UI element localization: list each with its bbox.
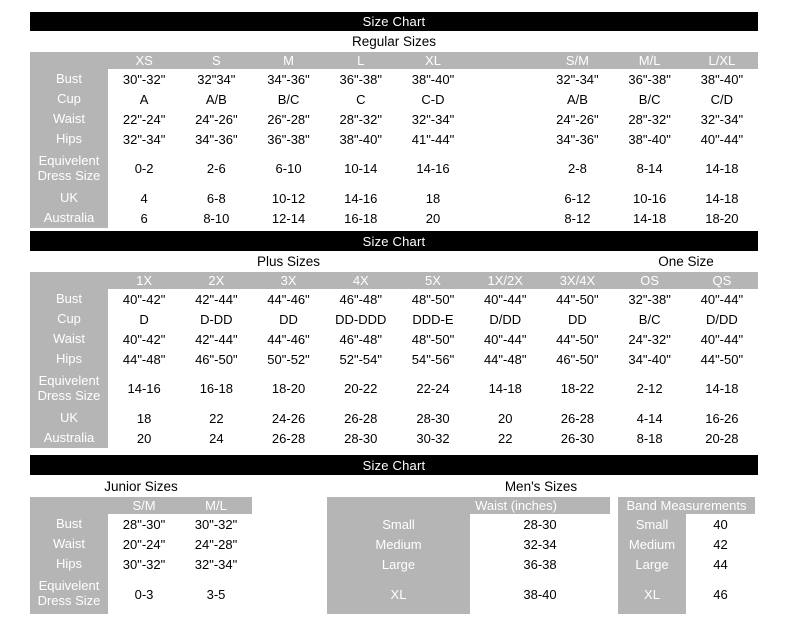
column-header-row [30,497,252,514]
column-header: S/M [565,53,589,68]
band-value: 42 [686,534,755,554]
data-cell: 20-28 [705,430,739,446]
bottom-titles-row [30,475,758,497]
data-cell: 24 [209,430,224,446]
column-header: 3X/4X [559,273,596,288]
data-cell: 34"-36" [267,71,310,87]
column-header: OS [640,273,660,288]
size-chart-bar-3 [30,455,758,475]
data-cell: 10-16 [633,190,667,206]
mens-table-row [327,514,755,534]
row-values [108,149,758,188]
row-values [108,109,758,129]
data-cell: 14-18 [705,190,739,206]
data-cell: 36"-38" [628,71,671,87]
data-cell: 48"-50" [411,291,455,307]
data-cell: 24"-28" [194,536,238,552]
data-cell: 14-18 [705,381,739,396]
row-label: Hips [30,349,108,369]
data-cell: 14-18 [633,210,667,226]
data-cell: DD [279,311,298,327]
row-values [108,129,758,149]
data-cell: 20 [425,210,441,226]
data-cell: 3-5 [206,586,226,602]
table-row [30,349,758,369]
junior-sizes-table [30,497,252,614]
data-cell: 38"-40" [628,131,671,147]
row-label: Waist [30,329,108,349]
data-cell: 38"-40" [700,71,744,87]
data-cell: C-D [421,91,445,107]
column-header: M [283,53,294,68]
mens-table-row [327,534,755,554]
data-cell: 4-14 [636,410,663,426]
data-cell: 30"-32" [194,516,238,532]
data-cell: 6-12 [564,190,591,206]
row-values [108,89,758,109]
band-size-label: Large [618,554,686,574]
data-cell: 32"-34" [700,111,744,127]
mens-sizes-title: Men's Sizes [504,478,578,494]
table-row [30,69,758,89]
band-value: 44 [686,554,755,574]
table-row [30,408,758,428]
band-measurements-header: Band Measurements [618,497,755,514]
data-cell: 38"-40" [339,131,382,147]
data-cell: 6 [140,210,148,226]
data-cell: B/C [638,91,661,107]
data-cell: 32"-38" [628,291,671,307]
data-cell: 26-28 [560,410,595,426]
data-cell: 6-10 [275,161,302,176]
plus-sizes-title-row [30,251,758,272]
column-header: S/M [132,498,156,513]
data-cell: 10-12 [271,190,306,206]
table-row [30,289,758,309]
row-values [108,554,252,574]
data-cell: 18-22 [560,381,595,396]
data-cell: 32"34" [197,71,236,87]
row-values [108,514,252,534]
data-cell: 8-10 [203,210,230,226]
data-cell: 32"-34" [411,111,455,127]
data-cell: 44"-50" [700,351,744,367]
row-values [108,208,758,228]
band-value: 40 [686,514,755,534]
table-row [30,369,758,408]
size-chart-bar-1 [30,12,758,31]
data-cell: 28-30 [344,430,378,446]
data-cell: C [356,91,366,107]
table-row [30,309,758,329]
band-size-label: Small [618,514,686,534]
data-cell: D/DD [705,311,738,327]
data-cell: 2-12 [636,381,663,396]
data-cell: 44"-46" [267,291,310,307]
data-cell: 14-16 [344,190,378,206]
data-cell: D/DD [489,311,522,327]
table-gap [610,554,618,574]
data-cell: 14-18 [705,161,739,176]
mens-waist-value: 32-34 [470,534,610,554]
row-label: Hips [30,129,108,149]
size-chart-bar-2-title: Size Chart [362,233,426,249]
data-cell: 16-18 [344,210,378,226]
data-cell: A/B [566,91,588,107]
column-header: XS [135,53,153,68]
column-header-row [30,52,758,69]
data-cell: D-DD [200,311,233,327]
table-row [30,149,758,188]
row-values [108,309,758,329]
data-cell: 28"-32" [339,111,382,127]
data-cell: 34"-36" [556,131,599,147]
data-cell: A/B [205,91,227,107]
data-cell: 36"-38" [267,131,310,147]
data-cell: 40"-42" [122,331,166,347]
column-header: XL [425,53,441,68]
data-cell: 0-2 [134,161,154,176]
table-row [30,329,758,349]
mens-header-row [327,497,755,514]
data-cell: 32"-34" [556,71,599,87]
table-row [30,428,758,448]
data-cell: 34"-36" [195,131,238,147]
data-cell: 4 [140,190,148,206]
data-cell: D [139,311,149,327]
data-cell: 34"-40" [628,351,671,367]
table-row [30,208,758,228]
data-cell: 18-20 [271,381,306,396]
data-cell: 14-18 [488,381,522,396]
row-label: Equivelent Dress Size [30,574,108,614]
mens-waist-value: 38-40 [470,574,610,614]
data-cell: 38"-40" [411,71,455,87]
data-cell: DDD-E [412,311,454,327]
data-cell: 40"-44" [483,291,527,307]
data-cell: 46"-50" [195,351,238,367]
data-cell: 18-20 [705,210,739,226]
data-cell: 14-16 [416,161,450,176]
row-label: Equivelent Dress Size [30,369,108,408]
data-cell: 24"-26" [195,111,238,127]
data-cell: 22"-24" [122,111,166,127]
data-cell: 20"-24" [122,536,166,552]
table-row [30,129,758,149]
data-cell: 44"-46" [267,331,310,347]
one-size-title: One Size [658,254,714,269]
data-cell: 28"-30" [122,516,166,532]
row-values [108,408,758,428]
data-cell: 46"-48" [339,331,382,347]
regular-sizes-title: Regular Sizes [351,34,437,49]
data-cell: 42"-44" [195,291,238,307]
row-label: Bust [30,514,108,534]
row-label: Bust [30,69,108,89]
data-cell: 24"-32" [628,331,671,347]
data-cell: 50"-52" [267,351,310,367]
plus-sizes-table [30,272,758,448]
regular-sizes-title-row [30,31,758,52]
table-row [30,188,758,208]
table-row [30,514,252,534]
data-cell: 22 [209,410,224,426]
row-label: Australia [30,428,108,448]
data-cell: 18 [136,410,152,426]
table-gap [610,534,618,554]
waist-inches-header: Waist (inches) [327,497,610,514]
data-cell: 36"-38" [339,71,382,87]
mens-size-label: Medium [327,534,470,554]
data-cell: 10-14 [344,161,378,176]
data-cell: 28"-32" [628,111,671,127]
data-cell: 2-6 [206,161,226,176]
data-cell: 40"-42" [122,291,166,307]
row-label: UK [30,408,108,428]
data-cell: 20 [136,430,152,446]
row-label: Hips [30,554,108,574]
column-header: 2X [208,273,225,288]
data-cell: 52"-54" [339,351,382,367]
mens-table-row [327,554,755,574]
row-values [108,369,758,408]
column-header: 5X [425,273,441,288]
data-cell: 6-8 [206,190,226,206]
data-cell: 40"-44" [700,331,744,347]
data-cell: 44"-48" [122,351,166,367]
data-cell: 22 [497,430,513,446]
size-chart-bar-1-title: Size Chart [362,14,426,29]
row-values [108,289,758,309]
band-value: 46 [686,574,755,614]
mens-sizes-table [327,497,755,614]
bottom-tables-row [30,497,758,614]
size-chart-bar-2 [30,231,758,251]
data-cell: 24-26 [271,410,306,426]
table-row [30,109,758,129]
data-cell: B/C [638,311,661,327]
data-cell: 32"-34" [122,131,166,147]
row-values [108,574,252,614]
table-row [30,574,252,614]
row-label: Bust [30,289,108,309]
data-cell: 8-12 [564,210,591,226]
column-header: 4X [352,273,369,288]
row-label: Cup [30,89,108,109]
column-header: L/XL [708,53,736,68]
data-cell: 24"-26" [556,111,599,127]
data-cell: 46"-48" [339,291,382,307]
data-cell: 26-28 [271,430,306,446]
mens-waist-value: 36-38 [470,554,610,574]
mens-size-label: Large [327,554,470,574]
column-header: L [357,53,365,68]
data-cell: 44"-48" [483,351,527,367]
mens-size-label: Small [327,514,470,534]
mens-waist-value: 28-30 [470,514,610,534]
table-gap [610,574,618,614]
data-cell: C/D [710,91,734,107]
mens-size-label: XL [327,574,470,614]
band-size-label: Medium [618,534,686,554]
data-cell: 22-24 [416,381,450,396]
data-cell: 8-18 [636,430,663,446]
table-gap [610,514,618,534]
column-header: QS [712,273,732,288]
data-cell: 30"-32" [122,556,166,572]
data-cell: DD [568,311,587,327]
data-cell: 2-8 [568,161,587,176]
table-row [30,554,252,574]
data-cell: 32"-34" [194,556,238,572]
column-header: S [211,53,221,68]
data-cell: 20-22 [344,381,378,396]
data-cell: 16-18 [199,381,233,396]
data-cell: 44"-50" [556,291,599,307]
band-size-label: XL [618,574,686,614]
data-cell: 40"-44" [483,331,527,347]
data-cell: 30-32 [416,430,450,446]
data-cell: 30"-32" [122,71,166,87]
regular-sizes-table [30,52,758,228]
data-cell: 26"-28" [267,111,310,127]
data-cell: 18 [425,190,441,206]
row-values [108,188,758,208]
table-gap [610,497,618,514]
column-header: 1X [136,273,153,288]
mens-table-row [327,574,755,614]
data-cell: 41"-44" [411,131,455,147]
column-header: 3X [280,273,297,288]
data-cell: DD-DDD [335,311,387,327]
data-cell: 28-30 [416,410,450,426]
row-values [108,329,758,349]
data-cell: 42"-44" [195,331,238,347]
data-cell: 40"-44" [700,291,744,307]
data-cell: 20 [497,410,513,426]
plus-sizes-title: Plus Sizes [256,254,321,269]
row-values [108,349,758,369]
data-cell: A [139,91,149,107]
column-header: 1X/2X [487,273,523,288]
column-header: M/L [638,53,661,68]
row-label: Australia [30,208,108,228]
data-cell: 0-3 [134,586,154,602]
table-row [30,534,252,554]
row-values [108,69,758,89]
column-header-row [30,272,758,289]
data-cell: 44"-50" [556,331,599,347]
size-chart-bar-3-title: Size Chart [362,457,426,473]
data-cell: 40"-44" [700,131,744,147]
data-cell: 26-28 [344,410,378,426]
data-cell: 16-26 [705,410,739,426]
junior-sizes-title: Junior Sizes [104,478,178,494]
row-label: Equivelent Dress Size [30,149,108,188]
row-values [108,534,252,554]
data-cell: 8-14 [636,161,663,176]
row-label: Waist [30,534,108,554]
data-cell: B/C [277,91,300,107]
data-cell: 12-14 [271,210,306,226]
row-values [108,428,758,448]
data-cell: 14-16 [127,381,161,396]
data-cell: 48"-50" [411,331,455,347]
data-cell: 26-30 [560,430,595,446]
data-cell: 46"-50" [556,351,599,367]
data-cell: 54"-56" [411,351,455,367]
row-label: UK [30,188,108,208]
row-label: Cup [30,309,108,329]
row-label: Waist [30,109,108,129]
table-row [30,89,758,109]
column-header: M/L [205,498,227,513]
